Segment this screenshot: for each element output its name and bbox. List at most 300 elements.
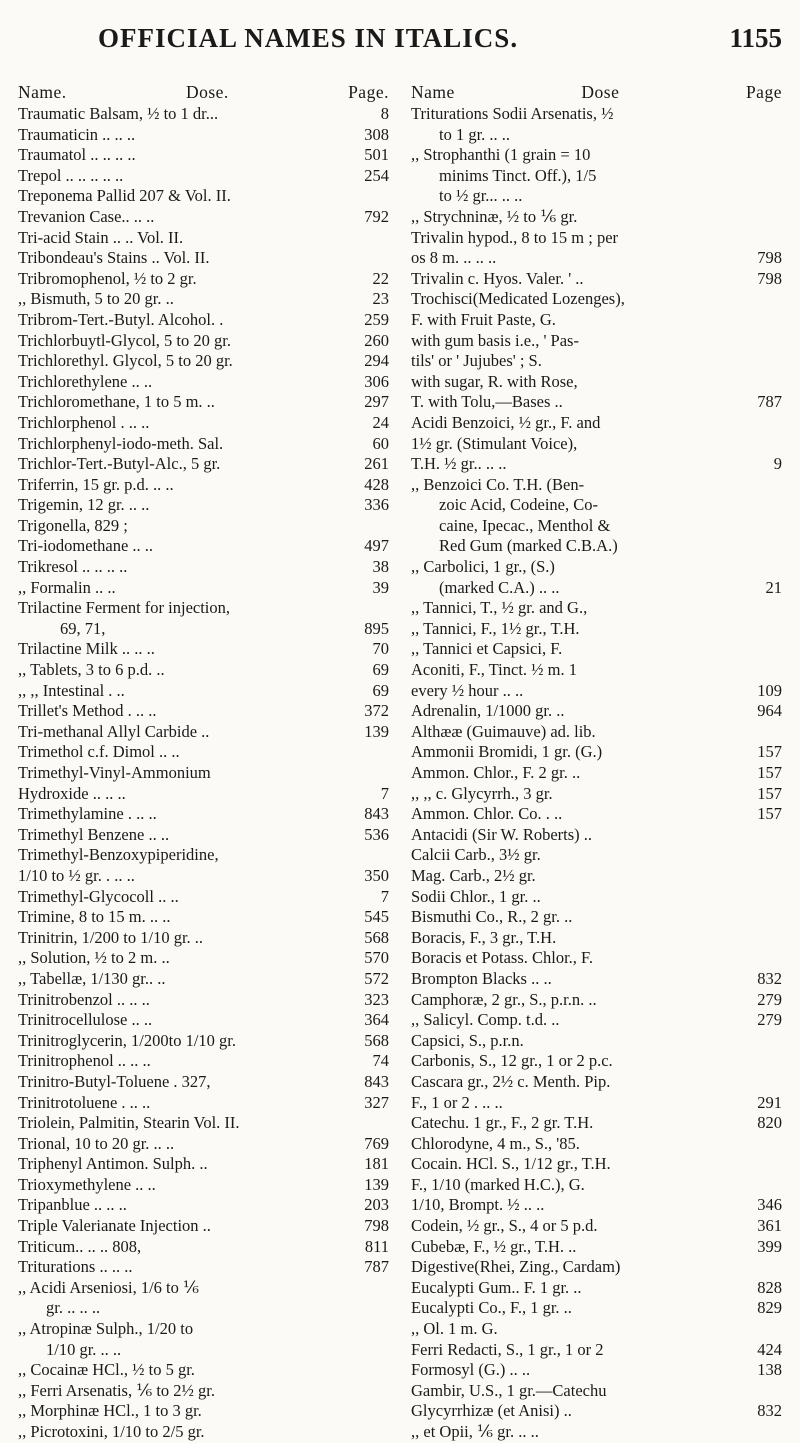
entry-page: 843 — [364, 804, 389, 824]
index-entry — [18, 1216, 389, 1237]
entry-text: Althææ (Guimauve) ad. lib. — [411, 721, 596, 741]
entry-text: with gum basis i.e., ' Pas- — [411, 330, 579, 350]
entry-page: 181 — [364, 1154, 389, 1174]
entry-page: 832 — [757, 1401, 782, 1421]
entry-text: ,, Ol. 1 m. G. — [411, 1319, 498, 1339]
index-entry — [18, 660, 389, 681]
entry-text: Trioxymethylene .. .. — [18, 1174, 156, 1194]
entry-text: Tripanblue .. .. .. — [18, 1195, 127, 1215]
entry-page: 327 — [364, 1092, 389, 1112]
header-name: Name. — [18, 82, 67, 102]
entry-page: 157 — [757, 763, 782, 782]
index-entry — [18, 578, 389, 599]
header-dose: Dose. — [185, 82, 229, 102]
entry-text: Aconiti, F., Tinct. ½ m. 1 — [411, 660, 577, 680]
index-entry — [411, 763, 782, 784]
entry-page: 568 — [364, 1030, 389, 1050]
index-entry — [411, 331, 782, 352]
entry-text: Traumaticin .. .. .. — [18, 124, 136, 144]
index-entry — [18, 1195, 389, 1216]
entry-page: 70 — [372, 639, 389, 659]
index-entry — [411, 1401, 782, 1422]
entry-text: Trimethyl-Benzoxypiperidine, — [18, 845, 219, 865]
index-entry — [18, 1134, 389, 1155]
entry-text: Trivalin c. Hyos. Valer. ' .. — [411, 268, 584, 288]
entry-page: 139 — [364, 721, 389, 741]
index-entry — [18, 907, 389, 928]
index-entry — [411, 145, 782, 166]
entry-text: Trichlorethylene .. .. — [18, 371, 153, 391]
entry-text: every ½ hour .. .. — [411, 680, 524, 700]
left-entries — [18, 104, 389, 1443]
index-entry — [411, 104, 782, 125]
column-header — [18, 82, 389, 102]
entry-text: Ammonii Bromidi, 1 gr. (G.) — [411, 742, 603, 762]
entry-text: Tribondeau's Stains .. Vol. II. — [18, 248, 210, 268]
index-entry — [18, 351, 389, 372]
index-entry — [411, 990, 782, 1011]
index-entry — [18, 948, 389, 969]
index-entry — [411, 948, 782, 969]
index-entry — [18, 701, 389, 722]
running-title: OFFICIAL NAMES IN ITALICS. — [98, 22, 519, 53]
entry-text: Trimethyl-Glycocoll .. .. — [18, 886, 179, 906]
index-entry — [18, 475, 389, 496]
entry-text: Tribrom-Tert.-Butyl. Alcohol. . — [18, 309, 224, 329]
entry-page: 364 — [364, 1010, 389, 1030]
index-entry — [411, 928, 782, 949]
entry-page: 570 — [364, 948, 389, 968]
index-entry — [411, 557, 782, 578]
index-entry — [411, 1154, 782, 1175]
index-entry — [411, 1257, 782, 1278]
entry-text: Trichlorbuytl-Glycol, 5 to 20 gr. — [18, 330, 231, 350]
index-entry — [411, 248, 782, 269]
entry-text: Digestive(Rhei, Zing., Cardam) — [411, 1257, 621, 1277]
entry-text: to 1 gr. .. .. — [439, 124, 511, 144]
index-entry — [18, 207, 389, 228]
entry-text: Trepol .. .. .. .. .. — [18, 165, 124, 185]
entry-text: Eucalypti Gum.. F. 1 gr. .. — [411, 1277, 582, 1297]
entry-page: 497 — [364, 536, 389, 556]
entry-text: T. with Tolu,—Bases .. — [411, 392, 563, 412]
entry-page: 372 — [364, 701, 389, 721]
index-entry — [411, 1072, 782, 1093]
entry-text: Glycyrrhizæ (et Anisi) .. — [411, 1401, 572, 1421]
entry-text: Trikresol .. .. .. .. — [18, 557, 128, 577]
index-entry — [411, 475, 782, 496]
index-entry — [18, 269, 389, 290]
index-entry — [411, 660, 782, 681]
entry-text: Tri-iodomethane .. .. — [18, 536, 154, 556]
entry-text: Boracis, F., 3 gr., T.H. — [411, 927, 557, 947]
index-entry — [18, 1340, 389, 1361]
entry-page: 203 — [364, 1195, 389, 1215]
left-column — [18, 82, 399, 1441]
entry-text: ,, Tablets, 3 to 6 p.d. .. — [18, 660, 165, 680]
index-entry — [411, 598, 782, 619]
entry-page: 9 — [773, 454, 782, 474]
entry-page: 60 — [372, 433, 389, 453]
entry-page: 157 — [757, 783, 782, 803]
entry-text: Trivalin hypod., 8 to 15 m ; per — [411, 227, 619, 247]
entry-page: 306 — [364, 371, 389, 391]
entry-page: 8 — [380, 104, 389, 123]
entry-page: 38 — [372, 557, 389, 577]
entry-page: 109 — [757, 680, 782, 700]
entry-text: Hydroxide .. .. .. — [18, 783, 126, 803]
entry-text: Trichlorphenol . .. .. — [18, 412, 150, 432]
entry-page: 254 — [364, 165, 389, 185]
entry-text: ,, Benzoici Co. T.H. (Ben- — [411, 474, 585, 494]
index-entry — [411, 969, 782, 990]
index-entry — [18, 289, 389, 310]
index-entry — [411, 310, 782, 331]
entry-text: Eucalypti Co., F., 1 gr. .. — [411, 1298, 572, 1318]
index-entry — [411, 434, 782, 455]
entry-page: 139 — [364, 1174, 389, 1194]
index-entry — [411, 1195, 782, 1216]
entry-text: Brompton Blacks .. .. — [411, 968, 552, 988]
index-entry — [18, 125, 389, 146]
entry-text: Cascara gr., 2½ c. Menth. Pip. — [411, 1071, 611, 1091]
index-entry — [18, 1051, 389, 1072]
entry-text: Tribromophenol, ½ to 2 gr. — [18, 268, 197, 288]
index-entry — [411, 207, 782, 228]
index-entry — [18, 186, 389, 207]
entry-text: Ammon. Chlor., F. 2 gr. .. — [411, 763, 581, 782]
entry-text: Trimethol c.f. Dimol .. .. — [18, 742, 180, 762]
entry-page: 568 — [364, 927, 389, 947]
index-entry — [18, 331, 389, 352]
entry-text: Trichlorphenyl-iodo-meth. Sal. — [18, 433, 224, 453]
entry-text: Trinitroglycerin, 1/200to 1/10 gr. — [18, 1030, 237, 1050]
entry-page: 798 — [757, 268, 782, 288]
entry-page: 399 — [757, 1236, 782, 1256]
index-entry — [18, 1237, 389, 1258]
index-entry — [18, 495, 389, 516]
entry-text: Triturations .. .. .. — [18, 1257, 133, 1277]
entry-text: 1/10, Brompt. ½ .. .. — [411, 1195, 545, 1215]
entry-text: F., 1/10 (marked H.C.), G. — [411, 1174, 585, 1194]
entry-text: T.H. ½ gr.. .. .. — [411, 454, 507, 474]
index-entry — [411, 1113, 782, 1134]
entry-text: 1½ gr. (Stimulant Voice), — [411, 433, 578, 453]
entry-page: 69 — [372, 660, 389, 680]
entry-text: F. with Fruit Paste, G. — [411, 309, 556, 329]
index-entry — [18, 392, 389, 413]
index-entry — [18, 845, 389, 866]
entry-text: Triphenyl Antimon. Sulph. .. — [18, 1154, 208, 1174]
entry-text: Trinitrin, 1/200 to 1/10 gr. .. — [18, 927, 204, 947]
entry-text: ,, Ferri Arsenatis, ⅙ to 2½ gr. — [18, 1380, 216, 1400]
right-column — [399, 82, 782, 1441]
index-entry — [18, 639, 389, 660]
entry-text: Trilactine Ferment for injection, — [18, 598, 231, 618]
entry-text: Tri-acid Stain .. .. Vol. II. — [18, 227, 184, 247]
index-entry — [411, 578, 782, 599]
index-entry — [411, 701, 782, 722]
header-dose: Dose — [581, 82, 620, 102]
entry-text: Trigonella, 829 ; — [18, 515, 128, 535]
entry-text: ,, Tannici, F., 1½ gr., T.H. — [411, 618, 580, 638]
entry-text: Mag. Carb., 2½ gr. — [411, 865, 536, 885]
index-entry — [411, 1381, 782, 1402]
index-entry — [411, 681, 782, 702]
entry-page: 798 — [757, 248, 782, 268]
entry-text: ,, Solution, ½ to 2 m. .. — [18, 948, 170, 968]
entry-page: 895 — [364, 618, 389, 638]
entry-text: Red Gum (marked C.B.A.) — [439, 536, 618, 556]
index-entry — [411, 125, 782, 146]
entry-page: 297 — [364, 392, 389, 412]
index-entry — [18, 1319, 389, 1340]
entry-page: 536 — [364, 824, 389, 844]
index-entry — [18, 413, 389, 434]
index-entry — [18, 228, 389, 249]
entry-page: 843 — [364, 1071, 389, 1091]
index-columns — [18, 82, 782, 1441]
entry-text: Trimethylamine . .. .. — [18, 804, 157, 824]
index-entry — [18, 784, 389, 805]
entry-text: Trimethyl-Vinyl-Ammonium — [18, 763, 211, 782]
index-entry — [18, 1072, 389, 1093]
header-name: Name — [411, 82, 455, 102]
index-entry — [411, 228, 782, 249]
index-entry — [411, 413, 782, 434]
index-entry — [411, 1278, 782, 1299]
index-entry — [411, 1051, 782, 1072]
index-entry — [18, 145, 389, 166]
entry-text: Boracis et Potass. Chlor., F. — [411, 948, 594, 968]
entry-page: 832 — [757, 968, 782, 988]
entry-page: 424 — [757, 1339, 782, 1359]
index-entry — [18, 248, 389, 269]
entry-text: zoic Acid, Codeine, Co- — [439, 495, 599, 515]
index-entry — [18, 1360, 389, 1381]
header-page: Page — [745, 82, 782, 102]
index-entry — [411, 619, 782, 640]
index-entry — [411, 269, 782, 290]
index-entry — [411, 1031, 782, 1052]
entry-page: 323 — [364, 989, 389, 1009]
index-entry — [411, 536, 782, 557]
entry-text: ,, ,, c. Glycyrrh., 3 gr. — [411, 783, 553, 803]
entry-page: 69 — [372, 680, 389, 700]
index-entry — [411, 887, 782, 908]
index-entry — [411, 1010, 782, 1031]
index-entry — [18, 866, 389, 887]
index-entry — [18, 104, 389, 125]
index-entry — [411, 825, 782, 846]
header-page: Page. — [348, 82, 389, 102]
entry-page: 428 — [364, 474, 389, 494]
entry-text: Triturations Sodii Arsenatis, ½ — [411, 104, 614, 123]
entry-text: Antacidi (Sir W. Roberts) .. — [411, 824, 593, 844]
index-entry — [18, 990, 389, 1011]
entry-page: 259 — [364, 309, 389, 329]
entry-page: 24 — [372, 412, 389, 432]
index-entry — [18, 1381, 389, 1402]
entry-text: Codein, ½ gr., S., 4 or 5 p.d. — [411, 1216, 598, 1236]
entry-text: Triferrin, 15 gr. p.d. .. .. — [18, 474, 174, 494]
entry-text: Gambir, U.S., 1 gr.—Catechu — [411, 1380, 607, 1400]
index-entry — [411, 866, 782, 887]
entry-text: 1/10 to ½ gr. . .. .. — [18, 865, 135, 885]
entry-text: Formosyl (G.) .. .. — [411, 1360, 531, 1380]
entry-text: Trevanion Case.. .. .. — [18, 206, 155, 226]
entry-text: ,, Cocainæ HCl., ½ to 5 gr. — [18, 1360, 195, 1380]
index-entry — [18, 804, 389, 825]
index-entry — [18, 1278, 389, 1299]
entry-page: 787 — [757, 392, 782, 412]
entry-text: Bismuthi Co., R., 2 gr. .. — [411, 907, 573, 927]
index-entry — [411, 186, 782, 207]
entry-page: 820 — [757, 1113, 782, 1133]
entry-text: Trichlor-Tert.-Butyl-Alc., 5 gr. — [18, 454, 221, 474]
entry-text: Ferri Redacti, S., 1 gr., 1 or 2 — [411, 1339, 604, 1359]
entry-page: 964 — [757, 701, 782, 721]
entry-text: Triolein, Palmitin, Stearin Vol. II. — [18, 1113, 240, 1133]
index-entry — [411, 784, 782, 805]
index-entry — [18, 1113, 389, 1134]
index-entry — [18, 1401, 389, 1422]
index-entry — [411, 1422, 782, 1443]
entry-text: Tri-methanal Allyl Carbide .. — [18, 721, 210, 741]
index-entry — [18, 1031, 389, 1052]
entry-text: Calcii Carb., 3½ gr. — [411, 845, 541, 865]
entry-page: 336 — [364, 495, 389, 515]
index-entry — [18, 928, 389, 949]
index-entry — [411, 392, 782, 413]
index-entry — [411, 1319, 782, 1340]
index-entry — [18, 598, 389, 619]
entry-page: 7 — [380, 886, 389, 906]
index-entry — [411, 1298, 782, 1319]
entry-page: 811 — [364, 1236, 389, 1256]
index-entry — [411, 1175, 782, 1196]
entry-text: ,, Atropinæ Sulph., 1/20 to — [18, 1319, 194, 1339]
entry-page: 7 — [380, 783, 389, 803]
entry-text: Trinitrocellulose .. .. — [18, 1010, 153, 1030]
entry-text: ,, Bismuth, 5 to 20 gr. .. — [18, 289, 174, 309]
entry-page: 21 — [765, 577, 782, 597]
index-entry — [18, 969, 389, 990]
entry-text: ,, Tannici et Capsici, F. — [411, 639, 563, 659]
entry-text: Trinitrophenol .. .. .. — [18, 1051, 151, 1071]
entry-text: Trinitrotoluene . .. .. — [18, 1092, 151, 1112]
entry-page: 157 — [757, 804, 782, 824]
index-entry — [18, 763, 389, 784]
entry-text: Trillet's Method . .. .. — [18, 701, 157, 721]
entry-text: minims Tinct. Off.), 1/5 — [439, 165, 597, 185]
entry-text: ,, Acidi Arseniosi, 1/6 to ⅙ — [18, 1277, 199, 1297]
page-number: 1155 — [729, 22, 782, 53]
entry-page: 260 — [364, 330, 389, 350]
index-entry — [411, 166, 782, 187]
index-entry — [18, 1093, 389, 1114]
index-entry — [411, 907, 782, 928]
entry-text: Triticum.. .. .. 808, — [18, 1236, 142, 1256]
index-entry — [411, 495, 782, 516]
entry-page: 39 — [372, 577, 389, 597]
index-entry — [18, 516, 389, 537]
entry-page: 138 — [757, 1360, 782, 1380]
entry-text: Catechu. 1 gr., F., 2 gr. T.H. — [411, 1113, 594, 1133]
entry-text: ,, Strychninæ, ½ to ⅙ gr. — [411, 206, 578, 226]
entry-text: Trilactine Milk .. .. .. — [18, 639, 155, 659]
index-entry — [18, 742, 389, 763]
index-entry — [18, 454, 389, 475]
entry-text: Trimine, 8 to 15 m. .. .. — [18, 907, 171, 927]
index-entry — [411, 722, 782, 743]
index-entry — [411, 845, 782, 866]
index-entry — [18, 1257, 389, 1278]
entry-page: 798 — [364, 1216, 389, 1236]
entry-page: 261 — [364, 454, 389, 474]
index-entry — [411, 639, 782, 660]
entry-text: Traumatic Balsam, ½ to 1 dr... — [18, 104, 219, 123]
index-entry — [411, 804, 782, 825]
index-entry — [411, 1216, 782, 1237]
entry-text: Adrenalin, 1/1000 gr. .. — [411, 701, 565, 721]
entry-text: Carbonis, S., 12 gr., 1 or 2 p.c. — [411, 1051, 613, 1071]
entry-page: 279 — [757, 1010, 782, 1030]
entry-page: 792 — [364, 206, 389, 226]
entry-text: Cocain. HCl. S., 1/12 gr., T.H. — [411, 1154, 611, 1174]
entry-page: 787 — [364, 1257, 389, 1277]
entry-text: Ammon. Chlor. Co. . .. — [411, 804, 563, 824]
index-entry — [18, 1298, 389, 1319]
entry-text: ,, Tannici, T., ½ gr. and G., — [411, 598, 588, 618]
entry-page: 829 — [757, 1298, 782, 1318]
index-entry — [18, 557, 389, 578]
entry-text: tils' or ' Jujubes' ; S. — [411, 351, 542, 371]
running-head — [18, 14, 782, 62]
entry-text: ,, Salicyl. Comp. t.d. .. — [411, 1010, 560, 1030]
entry-text: Acidi Benzoici, ½ gr., F. and — [411, 412, 601, 432]
index-entry — [18, 887, 389, 908]
entry-page: 828 — [757, 1277, 782, 1297]
entry-page: 23 — [372, 289, 389, 309]
index-entry — [411, 742, 782, 763]
index-entry — [411, 1360, 782, 1381]
entry-text: Trinitrobenzol .. .. .. — [18, 989, 150, 1009]
column-header — [411, 82, 782, 102]
entry-page: 294 — [364, 351, 389, 371]
entry-page: 361 — [757, 1216, 782, 1236]
entry-text: ,, ,, Intestinal . .. — [18, 680, 125, 700]
index-entry — [18, 722, 389, 743]
entry-text: ,, Strophanthi (1 grain = 10 — [411, 145, 591, 165]
entry-page: 157 — [757, 742, 782, 762]
entry-text: Capsici, S., p.r.n. — [411, 1030, 524, 1050]
index-entry — [411, 1093, 782, 1114]
entry-text: ,, Carbolici, 1 gr., (S.) — [411, 557, 555, 577]
entry-text: os 8 m. .. .. .. — [411, 248, 497, 268]
entry-text: Camphoræ, 2 gr., S., p.r.n. .. — [411, 989, 597, 1009]
entry-page: 308 — [364, 124, 389, 144]
entry-text: (marked C.A.) .. .. — [439, 577, 560, 597]
right-entries — [411, 104, 782, 1443]
index-entry — [18, 1422, 389, 1443]
entry-page: 279 — [757, 989, 782, 1009]
index-entry — [18, 1010, 389, 1031]
entry-text: Traumatol .. .. .. .. — [18, 145, 136, 165]
entry-text: Trichlorethyl. Glycol, 5 to 20 gr. — [18, 351, 233, 371]
entry-text: ,, et Opii, ⅙ gr. .. .. — [411, 1422, 539, 1441]
index-entry — [18, 825, 389, 846]
